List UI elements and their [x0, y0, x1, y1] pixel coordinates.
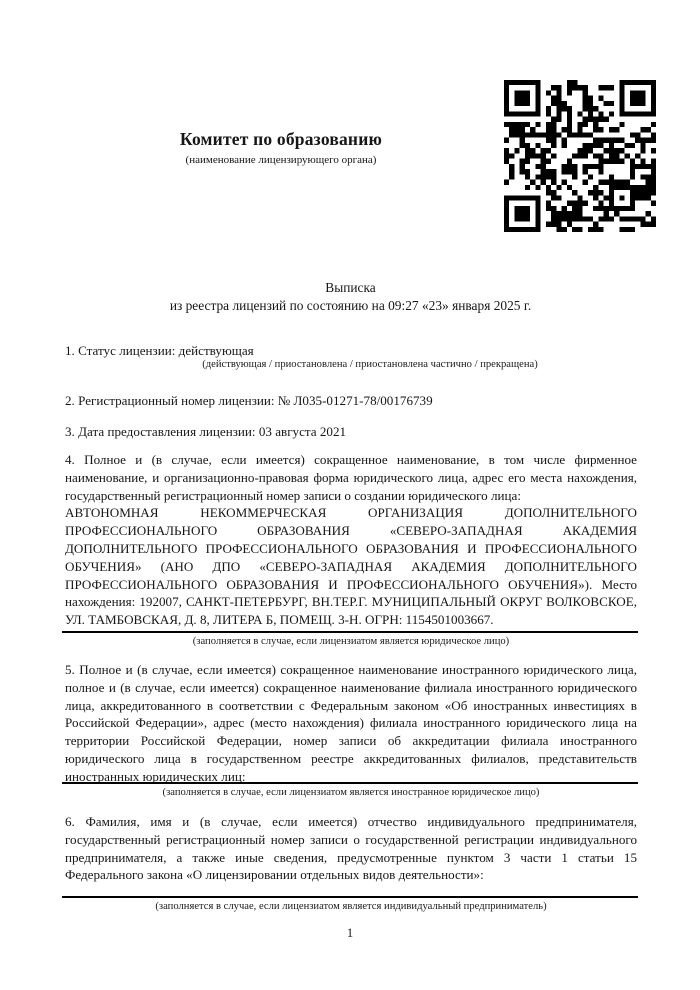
field-registration-number: 2. Регистрационный номер лицензии: № Л035-01271-78/00176739: [65, 393, 433, 408]
qr-code-icon: [504, 80, 656, 232]
divider-foreign-entity: [62, 782, 638, 784]
field-legal-entity-value: АВТОНОМНАЯ НЕКОММЕРЧЕСКАЯ ОРГАНИЗАЦИЯ ДОПОЛНИТЕЛЬНОГО ПРОФЕССИОНАЛЬНОГО ОБРАЗОВАНИЯ «СЕВЕРО-ЗАПАДНАЯ АКАДЕМИЯ ДОПОЛНИТЕЛЬНОГО ПРОФЕССИОНАЛЬНОГО ОБРАЗОВАНИЯ И ПРОФЕССИОНАЛЬНОГО ОБУЧЕНИЯ» (АНО ДПО «СЕВЕРО-ЗАПАДНАЯ АКАДЕМИЯ ДОПОЛНИТЕЛЬНОГО ПРОФЕССИОНАЛЬНОГО ОБРАЗОВАНИЯ И ПРОФЕССИОНАЛЬНОГО ОБУЧЕНИЯ»). Место нахождения: 192007, САНКТ-ПЕТЕРБУРГ, ВН.ТЕР.Г. МУНИЦИПАЛЬНЫЙ ОКРУГ ВОЛКОВСКОЕ, УЛ. ТАМБОВСКАЯ, Д. 8, ЛИТЕРА Б, ПОМЕЩ. 3-Н. ОГРН: 1154501003667.: [65, 505, 637, 628]
divider-legal-entity: [62, 631, 638, 633]
licensing-authority-caption: (наименование лицензирующего органа): [185, 154, 377, 166]
field-grant-date: 3. Дата предоставления лицензии: 03 августа 2021: [65, 424, 347, 439]
document-title-line1: Выписка: [325, 280, 376, 295]
divider-individual-entrepreneur: [62, 896, 638, 898]
page-number: 1: [346, 926, 354, 940]
field-legal-entity-label: 4. Полное и (в случае, если имеется) сокращенное наименование, в том числе фирменное наименование, и организационно-правовая форма юридического лица, адрес его места нахождения, государственный регистрационный номер записи о создании юридического лица:: [65, 452, 637, 503]
field-individual-entrepreneur-caption: (заполняется в случае, если лицензиатом является индивидуальный предприниматель): [155, 901, 547, 912]
field-license-status: 1. Статус лицензии: действующая: [65, 343, 254, 358]
licensing-authority-name: Комитет по образованию: [179, 129, 383, 149]
field-legal-entity-caption: (заполняется в случае, если лицензиатом является юридическое лицо): [192, 636, 510, 647]
field-individual-entrepreneur: [65, 813, 637, 884]
field-foreign-entity-caption: (заполняется в случае, если лицензиатом является иностранное юридическое лицо): [162, 787, 540, 798]
document-title-line2: из реестра лицензий по состоянию на 09:27 «23» января 2025 г.: [169, 297, 532, 313]
field-license-status-caption: (действующая / приостановлена / приостановлена частично / прекращена): [202, 359, 538, 370]
field-foreign-entity: [65, 661, 637, 786]
field-legal-entity: [65, 451, 637, 629]
document-title: [64, 279, 637, 314]
licensing-authority-header: [62, 129, 500, 166]
field-foreign-entity-label: 5. Полное и (в случае, если имеется) сокращенное наименование иностранного юридического лица, полное и (в случае, если имеется) сокращенное наименование филиала иностранного юридического лица, аккредитованного в соответствии с Федеральным законом «Об иностранных инвестициях в Российской Федерации», адрес (место нахождения) филиала иностранного юридического лица на территории Российской Федерации, номер записи об аккредитации филиала иностранного юридического лица в государственном реестре аккредитованных филиалов, представительств иностранных юридических лиц:: [65, 662, 637, 784]
field-individual-entrepreneur-label: 6. Фамилия, имя и (в случае, если имеется) отчество индивидуального предпринимателя, государственный регистрационный номер записи о государственной регистрации индивидуального предпринимателя, а также иные сведения, предусмотренные пунктом 3 части 1 статьи 15 Федерального закона «О лицензировании отдельных видов деятельности»:: [65, 814, 637, 883]
